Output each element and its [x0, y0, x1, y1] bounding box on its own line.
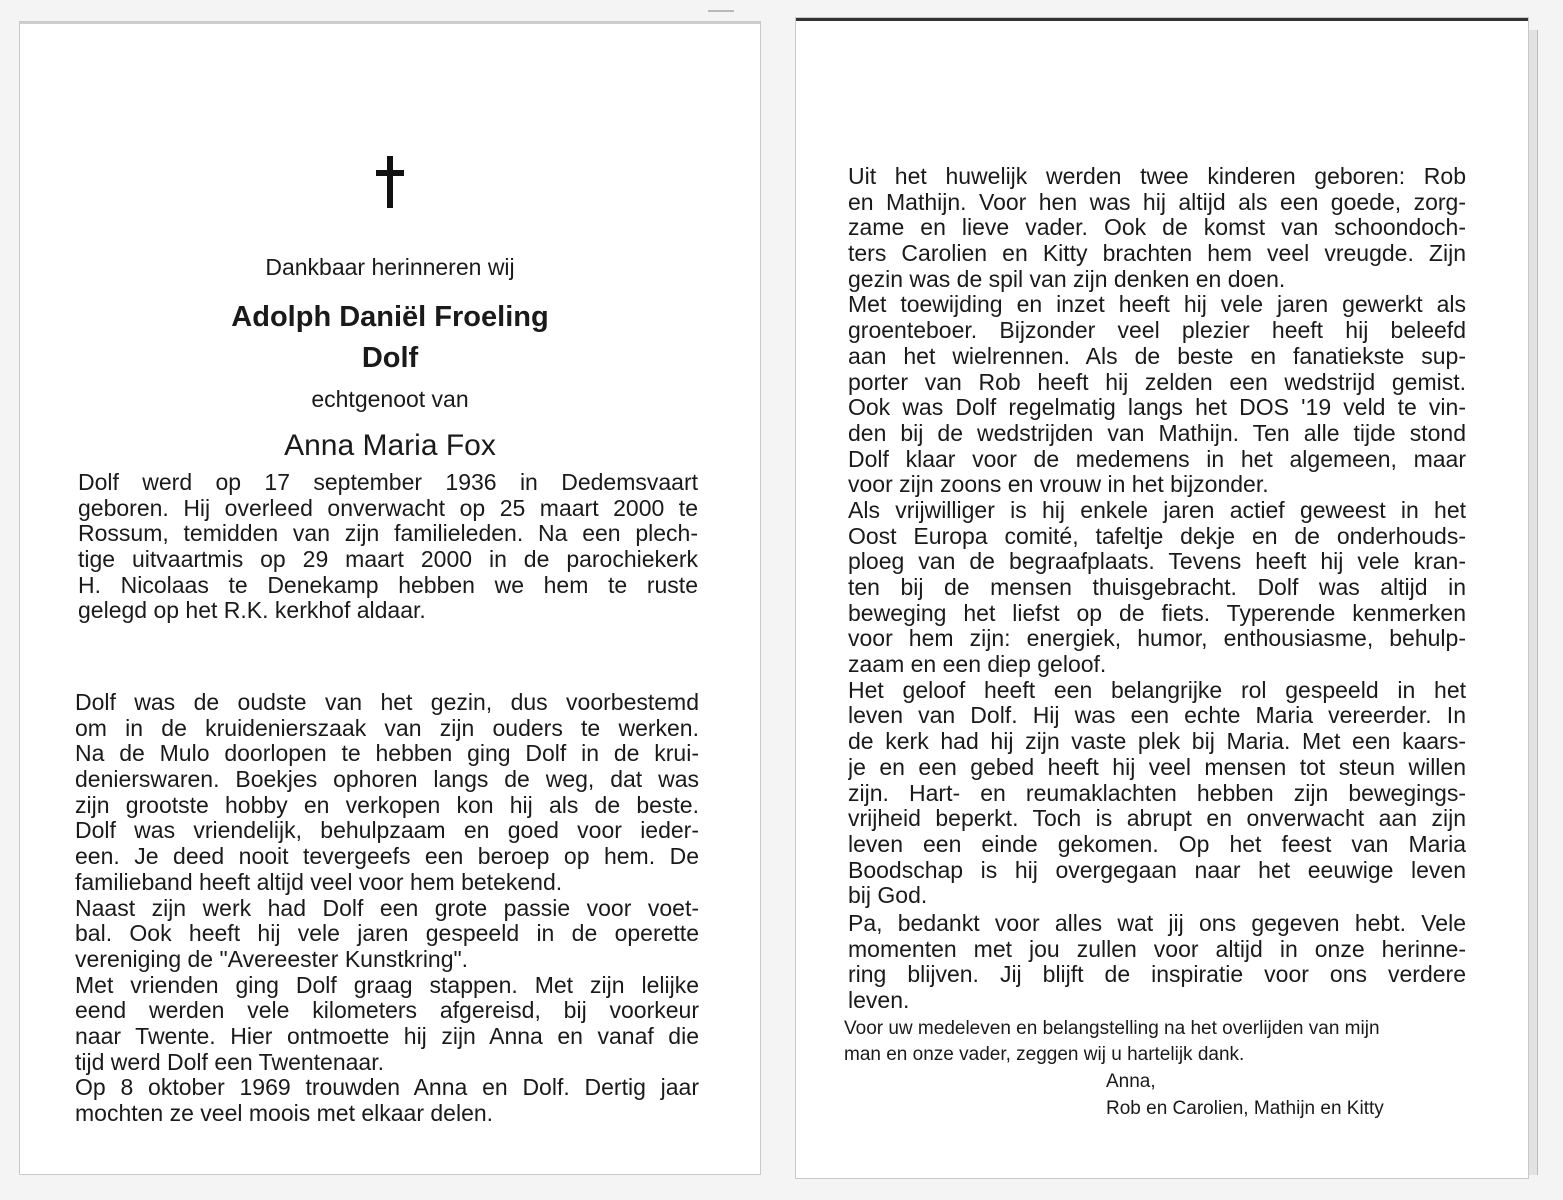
- text-line: Als vrijwilliger is hij enkele jaren actief geweest in het: [848, 497, 1466, 523]
- card-edge: [1528, 30, 1538, 1175]
- text-line: geboren. Hij overleed onverwacht op 25 maart 2000 te: [78, 495, 698, 521]
- text-line: ring blijven. Jij blijft de inspiratie voor ons verdere: [848, 962, 1466, 988]
- text-line: porter van Rob heeft hij zelden een wedstrijd gemist.: [848, 369, 1466, 395]
- text-line: vereniging de "Avereester Kunstkring".: [75, 946, 469, 972]
- text-line: momenten met jou zullen voor altijd in onze herinne-: [848, 936, 1466, 962]
- signature: [1106, 1068, 1384, 1122]
- text-line: leven.: [848, 988, 910, 1014]
- text-line: gelegd op het R.K. kerkhof aldaar.: [78, 598, 426, 624]
- text-line: Met toewijding en inzet heeft hij vele jaren gewerkt als: [848, 292, 1466, 318]
- text-line: Dolf klaar voor de medemens in het algemeen, maar: [848, 446, 1466, 472]
- text-line: leven van Dolf. Hij was een echte Maria vereerder. In: [848, 703, 1466, 729]
- text-line: vrijheid beperkt. Toch is abrupt en onverwacht aan zijn: [848, 806, 1466, 832]
- text-line: en Mathijn. Voor hen was hij altijd als een goede, zorg-: [848, 189, 1466, 215]
- signature-line: Anna,: [1106, 1071, 1156, 1092]
- text-line: Dolf was vriendelijk, behulpzaam en goed voor ieder-: [75, 818, 699, 844]
- text-line: Uit het huwelijk werden twee kinderen geboren: Rob: [848, 164, 1466, 189]
- text-line: een. Je deed nooit tevergeefs een beroep op hem. De: [75, 844, 699, 870]
- text-line: zijn. Hart- en reumaklachten hebben zijn bewegings-: [848, 780, 1466, 806]
- scan-mark: [708, 10, 734, 12]
- text-line: gezin was de spil van zijn denken en doen.: [848, 266, 1286, 292]
- text-line: Pa, bedankt voor alles wat jij ons gegeven hebt. Vele: [848, 911, 1466, 936]
- text-line: voor hem zijn: energiek, humor, enthousiasme, behulp-: [848, 626, 1466, 652]
- text-line: Ook was Dolf regelmatig langs het DOS '19 veld te vin-: [848, 395, 1466, 421]
- text-line: Dolf was de oudste van het gezin, dus voorbestemd: [75, 690, 699, 715]
- spouse-label: echtgenoot van: [311, 386, 469, 412]
- text-line: de kerk had hij zijn vaste plek bij Maria. Met een kaars-: [848, 729, 1466, 755]
- spouse-name: Anna Maria Fox: [284, 429, 496, 462]
- text-line: zijn grootste hobby en verkopen kon hij als de beste.: [75, 792, 699, 818]
- bio-paragraph-2: [75, 690, 699, 1127]
- text-line: familieband heeft altijd veel voor hem betekend.: [75, 869, 563, 895]
- text-line: tige uitvaartmis op 29 maart 2000 in de parochiekerk: [78, 547, 698, 573]
- text-line: aan het wielrennen. Als de beste en fanatiekste sup-: [848, 343, 1466, 369]
- text-line: zaam en een diep geloof.: [848, 652, 1107, 678]
- deceased-name: Adolph Daniël Froeling: [231, 301, 549, 333]
- text-line: zame en lieve vader. Ook de komst van schoondoch-: [848, 215, 1466, 241]
- text-line: je en een gebed heeft hij veel mensen tot steun willen: [848, 754, 1466, 780]
- text-line: ten bij de mensen thuisgebracht. Dolf was altijd in: [848, 575, 1466, 600]
- memorial-card-left: [20, 22, 760, 1174]
- text-line: Naast zijn werk had Dolf een grote passie voor voet-: [75, 895, 699, 921]
- text-line: ters Carolien en Kitty brachten hem veel vreugde. Zijn: [848, 241, 1466, 267]
- bio-paragraph-3: [848, 164, 1466, 909]
- text-line: denierswaren. Boekjes ophoren langs de weg, dat was: [75, 767, 699, 793]
- bio-paragraph-1: [78, 470, 698, 624]
- text-line: H. Nicolaas te Denekamp hebben we hem te ruste: [78, 572, 698, 598]
- text-line: Voor uw medeleven en belangstelling na het overlijden van mijn: [844, 1018, 1380, 1039]
- text-line: om in de kruidenierszaak van zijn ouders te werken.: [75, 715, 699, 741]
- text-line: man en onze vader, zeggen wij u hartelijk dank.: [844, 1044, 1245, 1065]
- farewell-paragraph: [848, 911, 1466, 1014]
- text-line: Na de Mulo doorlopen te hebben ging Dolf in de krui-: [75, 741, 699, 767]
- text-line: den bij de wedstrijden van Mathijn. Ten alle tijde stond: [848, 420, 1466, 446]
- text-line: Met vrienden ging Dolf graag stappen. Met zijn lelijke: [75, 972, 699, 998]
- deceased-nickname: Dolf: [361, 342, 419, 374]
- text-line: Dolf werd op 17 september 1936 in Dedemsvaart: [78, 470, 698, 495]
- memorial-card-right: [796, 18, 1528, 1178]
- signature-line: Rob en Carolien, Mathijn en Kitty: [1106, 1098, 1384, 1119]
- text-line: Boodschap is hij overgegaan naar het eeuwige leven: [848, 857, 1466, 883]
- text-line: leven een einde gekomen. Op het feest van Maria: [848, 831, 1466, 857]
- text-line: bij God.: [848, 883, 928, 909]
- text-line: Het geloof heeft een belangrijke rol gespeeld in het: [848, 677, 1466, 703]
- text-line: voor zijn zoons en vrouw in het bijzonder.: [848, 472, 1269, 498]
- text-line: tijd werd Dolf een Twentenaar.: [75, 1049, 384, 1075]
- text-line: ploeg van de begraafplaats. Tevens heeft hij vele kran-: [848, 549, 1466, 575]
- text-line: Op 8 oktober 1969 trouwden Anna en Dolf. Dertig jaar: [75, 1075, 699, 1101]
- text-line: Rossum, temidden van zijn familieleden. Na een plech-: [78, 521, 698, 547]
- text-line: Oost Europa comité, tafeltje dekje en de onderhouds-: [848, 523, 1466, 549]
- text-line: beweging het liefst op de fiets. Typerende kenmerken: [848, 600, 1466, 626]
- intro-text: Dankbaar herinneren wij: [265, 254, 515, 280]
- text-line: groenteboer. Bijzonder veel plezier heeft hij beleefd: [848, 318, 1466, 344]
- text-line: naar Twente. Hier ontmoette hij zijn Anna en vanaf die: [75, 1023, 699, 1049]
- thanks-note: [844, 1016, 1484, 1068]
- text-line: mochten ze veel moois met elkaar delen.: [75, 1101, 494, 1126]
- text-line: eend werden vele kilometers afgereisd, bij voorkeur: [75, 998, 699, 1024]
- text-line: bal. Ook heeft hij vele jaren gespeeld in de operette: [75, 921, 699, 947]
- cross-icon: [376, 156, 404, 208]
